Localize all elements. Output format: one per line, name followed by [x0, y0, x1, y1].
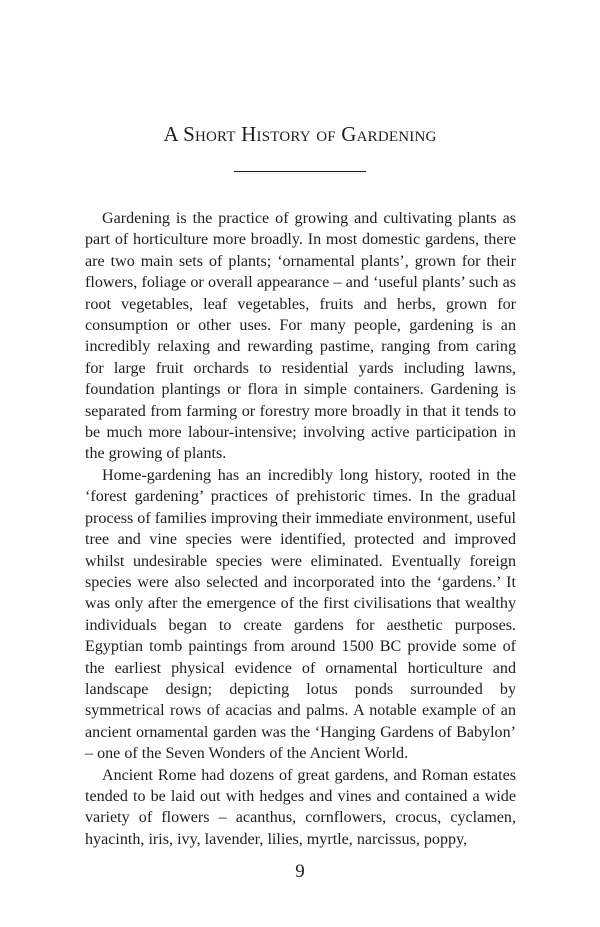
title-divider: [234, 171, 366, 172]
paragraph-2: Home-gardening has an incredibly long history, rooted in the ‘forest gardening’ practices of prehistoric times. In the gradual process of families improving their immediate environment, useful tree and vine species were identified, protected and improved whilst undesirable species were eliminated. Eventually foreign species were also selected and incorporated into the ‘gardens.’ It was only after the emergence of the first civilisations that wealthy individuals began to create gardens for aesthetic purposes. Egyptian tomb paintings from around 1500 BC provide some of the earliest physical evidence of ornamental horticulture and landscape design; depicting lotus ponds surrounded by symmetrical rows of acacias and palms. A notable example of an ancient ornamental garden was the ‘Hanging Gardens of Babylon’ – one of the Seven Wonders of the Ancient World.: [85, 466, 516, 763]
paragraph-1: Gardening is the practice of growing and cultivating plants as part of horticulture more broadly. In most domestic gardens, there are two main sets of plants; ‘ornamental plants’, grown for their flowers, foliage or overall appearance – and ‘useful plants’ such as root vegetables, leaf vegetables, fruits and herbs, grown for consumption or other uses. For many people, gardening is an incredibly relaxing and rewarding pastime, ranging from caring for large fruit orchards to residential yards including lawns, foundation plantings or flora in simple containers. Gardening is separated from farming or forestry more broadly in that it tends to be much more labour-intensive; involving active participation in the growing of plants.: [85, 210, 516, 463]
chapter-title: A Short History of Gardening: [163, 122, 437, 146]
page-number: 9: [295, 861, 305, 882]
body-text: [85, 208, 516, 850]
paragraph-3: Ancient Rome had dozens of great gardens, and Roman estates tended to be laid out with hedges and vines and contained a wide variety of flowers – acanthus, cornflowers, crocus, cyclamen, hyacinth, iris, ivy, lavender, lilies, myrtle, narcissus, poppy,: [85, 766, 516, 848]
